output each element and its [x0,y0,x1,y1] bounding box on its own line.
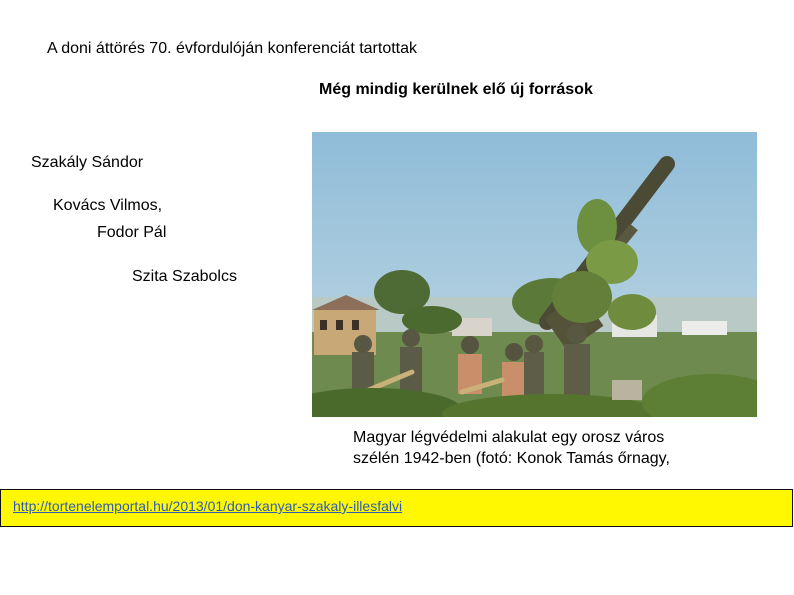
author-szakaly: Szakály Sándor [31,154,144,171]
author-szita: Szita Szabolcs [132,268,237,285]
caption-line-1: Magyar légvédelmi alakulat egy orosz város [353,429,665,446]
photo-illustration [312,132,757,417]
page-subtitle: Még mindig kerülnek elő új források [319,81,593,98]
source-link[interactable]: http://tortenelemportal.hu/2013/01/don-kanyar-szakaly-illesfalvi [13,498,403,514]
anti-aircraft-gun-photo [312,132,757,417]
caption-line-2: szélén 1942-ben (fotó: Konok Tamás őrnagy, [353,450,670,467]
photo-caption [353,427,753,469]
author-fodor: Fodor Pál [97,224,167,241]
page-title: A doni áttörés 70. évfordulóján konferenciát tartottak [47,40,418,57]
source-link-box [0,489,793,527]
author-kovacs: Kovács Vilmos, [53,197,163,214]
